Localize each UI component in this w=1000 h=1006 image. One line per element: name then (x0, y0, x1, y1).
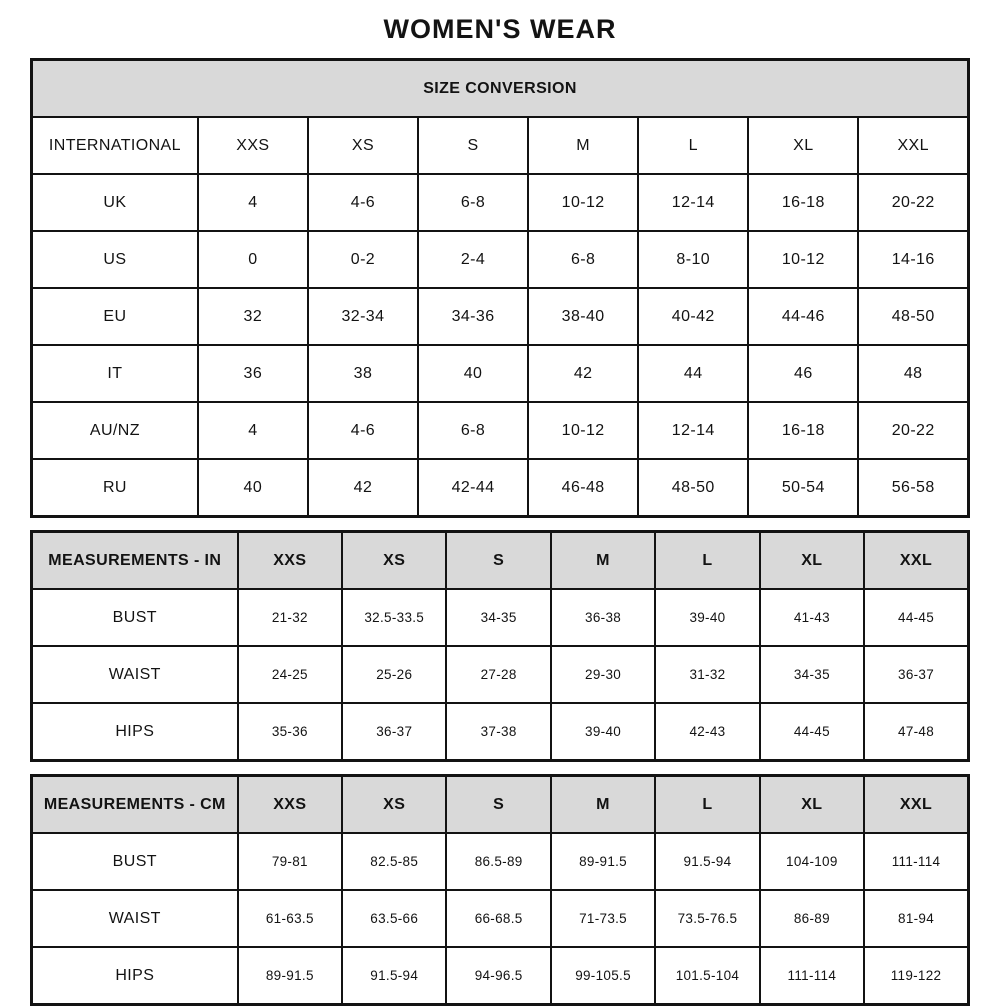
table-cell: 6-8 (528, 231, 638, 288)
table-cell: 89-91.5 (238, 947, 342, 1005)
table-cell: 20-22 (858, 402, 968, 459)
table-cell: 44-45 (760, 703, 864, 761)
table-cell: 2-4 (418, 231, 528, 288)
table-cell: 44-46 (748, 288, 858, 345)
column-header-international: INTERNATIONAL (32, 117, 198, 174)
column-header-xxl: XXL (858, 117, 968, 174)
table-cell: 48 (858, 345, 968, 402)
table-row-uk (32, 174, 969, 231)
table-cell: 37-38 (446, 703, 550, 761)
table-cell: 50-54 (748, 459, 858, 517)
table-cell: 31-32 (655, 646, 759, 703)
table-cell: 48-50 (858, 288, 968, 345)
table-cell: 42 (308, 459, 418, 517)
table-cell: 46 (748, 345, 858, 402)
table-cell: 86-89 (760, 890, 864, 947)
column-header-s: S (446, 532, 550, 590)
column-header-xl: XL (760, 776, 864, 834)
table-cell: 21-32 (238, 589, 342, 646)
table-cell: 36-37 (342, 703, 446, 761)
row-label-bust: BUST (32, 589, 238, 646)
column-header-xs: XS (342, 776, 446, 834)
row-label-waist: WAIST (32, 890, 238, 947)
table-banner-row (32, 60, 969, 118)
row-label-it: IT (32, 345, 198, 402)
table-cell: 24-25 (238, 646, 342, 703)
table-row-bust (32, 833, 969, 890)
table-cell: 91.5-94 (342, 947, 446, 1005)
column-header-xxs: XXS (238, 776, 342, 834)
table-cell: 32.5-33.5 (342, 589, 446, 646)
table-header-row (32, 776, 969, 834)
table-cell: 71-73.5 (551, 890, 655, 947)
column-header-xxl: XXL (864, 776, 968, 834)
row-label-hips: HIPS (32, 947, 238, 1005)
column-header-xl: XL (760, 532, 864, 590)
table-cell: 40-42 (638, 288, 748, 345)
column-header-l: L (655, 776, 759, 834)
table-cell: 119-122 (864, 947, 968, 1005)
table-cell: 46-48 (528, 459, 638, 517)
table-cell: 41-43 (760, 589, 864, 646)
table-cell: 91.5-94 (655, 833, 759, 890)
table-cell: 104-109 (760, 833, 864, 890)
table-cell: 32-34 (308, 288, 418, 345)
table-cell: 14-16 (858, 231, 968, 288)
table-header-row (32, 532, 969, 590)
table-cell: 40 (198, 459, 308, 517)
table-cell: 29-30 (551, 646, 655, 703)
column-header-l: L (638, 117, 748, 174)
measurements-in-table (30, 530, 970, 762)
row-label-us: US (32, 231, 198, 288)
column-header-measurements-in: MEASUREMENTS - IN (32, 532, 238, 590)
table-cell: 56-58 (858, 459, 968, 517)
table-cell: 34-36 (418, 288, 528, 345)
table-cell: 42-43 (655, 703, 759, 761)
table-cell: 0-2 (308, 231, 418, 288)
column-header-s: S (418, 117, 528, 174)
table-header-row (32, 117, 969, 174)
table-cell: 16-18 (748, 174, 858, 231)
table-row-au-nz (32, 402, 969, 459)
row-label-au-nz: AU/NZ (32, 402, 198, 459)
table-row-waist (32, 646, 969, 703)
table-cell: 94-96.5 (446, 947, 550, 1005)
table-cell: 4 (198, 402, 308, 459)
table-cell: 16-18 (748, 402, 858, 459)
table-cell: 12-14 (638, 174, 748, 231)
table-row-eu (32, 288, 969, 345)
size-conversion-table (30, 58, 970, 518)
column-header-xxs: XXS (238, 532, 342, 590)
table-cell: 10-12 (528, 402, 638, 459)
row-label-ru: RU (32, 459, 198, 517)
table-row-bust (32, 589, 969, 646)
table-cell: 79-81 (238, 833, 342, 890)
table-cell: 6-8 (418, 402, 528, 459)
table-cell: 36-38 (551, 589, 655, 646)
table-row-hips (32, 947, 969, 1005)
table-row-us (32, 231, 969, 288)
table-row-hips (32, 703, 969, 761)
table-cell: 0 (198, 231, 308, 288)
table-cell: 10-12 (528, 174, 638, 231)
row-label-waist: WAIST (32, 646, 238, 703)
column-header-xs: XS (342, 532, 446, 590)
column-header-m: M (551, 532, 655, 590)
column-header-measurements-cm: MEASUREMENTS - CM (32, 776, 238, 834)
page-title: WOMEN'S WEAR (383, 14, 617, 44)
column-header-xl: XL (748, 117, 858, 174)
table-cell: 111-114 (760, 947, 864, 1005)
table-cell: 39-40 (655, 589, 759, 646)
table-cell: 10-12 (748, 231, 858, 288)
measurements-cm-table (30, 774, 970, 1006)
column-header-xs: XS (308, 117, 418, 174)
table-cell: 4-6 (308, 402, 418, 459)
table-cell: 82.5-85 (342, 833, 446, 890)
table-cell: 86.5-89 (446, 833, 550, 890)
size-chart-page (30, 0, 970, 1006)
table-cell: 39-40 (551, 703, 655, 761)
table-cell: 4 (198, 174, 308, 231)
table-cell: 66-68.5 (446, 890, 550, 947)
table-cell: 35-36 (238, 703, 342, 761)
row-label-uk: UK (32, 174, 198, 231)
table-cell: 34-35 (446, 589, 550, 646)
table-cell: 44 (638, 345, 748, 402)
table-banner-size-conversion: SIZE CONVERSION (32, 60, 969, 118)
table-cell: 12-14 (638, 402, 748, 459)
table-cell: 25-26 (342, 646, 446, 703)
column-header-s: S (446, 776, 550, 834)
row-label-hips: HIPS (32, 703, 238, 761)
table-cell: 8-10 (638, 231, 748, 288)
table-cell: 47-48 (864, 703, 968, 761)
table-cell: 20-22 (858, 174, 968, 231)
table-cell: 36 (198, 345, 308, 402)
table-cell: 36-37 (864, 646, 968, 703)
table-cell: 81-94 (864, 890, 968, 947)
table-row-ru (32, 459, 969, 517)
column-header-l: L (655, 532, 759, 590)
table-row-waist (32, 890, 969, 947)
row-label-eu: EU (32, 288, 198, 345)
column-header-m: M (528, 117, 638, 174)
table-cell: 63.5-66 (342, 890, 446, 947)
table-cell: 42 (528, 345, 638, 402)
table-cell: 27-28 (446, 646, 550, 703)
table-cell: 32 (198, 288, 308, 345)
table-cell: 42-44 (418, 459, 528, 517)
table-cell: 48-50 (638, 459, 748, 517)
table-cell: 101.5-104 (655, 947, 759, 1005)
column-header-xxl: XXL (864, 532, 968, 590)
table-cell: 89-91.5 (551, 833, 655, 890)
table-cell: 38-40 (528, 288, 638, 345)
table-cell: 99-105.5 (551, 947, 655, 1005)
table-cell: 73.5-76.5 (655, 890, 759, 947)
table-row-it (32, 345, 969, 402)
table-cell: 4-6 (308, 174, 418, 231)
column-header-xxs: XXS (198, 117, 308, 174)
table-cell: 6-8 (418, 174, 528, 231)
table-cell: 61-63.5 (238, 890, 342, 947)
column-header-m: M (551, 776, 655, 834)
table-cell: 38 (308, 345, 418, 402)
row-label-bust: BUST (32, 833, 238, 890)
table-cell: 111-114 (864, 833, 968, 890)
table-cell: 44-45 (864, 589, 968, 646)
table-cell: 34-35 (760, 646, 864, 703)
table-cell: 40 (418, 345, 528, 402)
